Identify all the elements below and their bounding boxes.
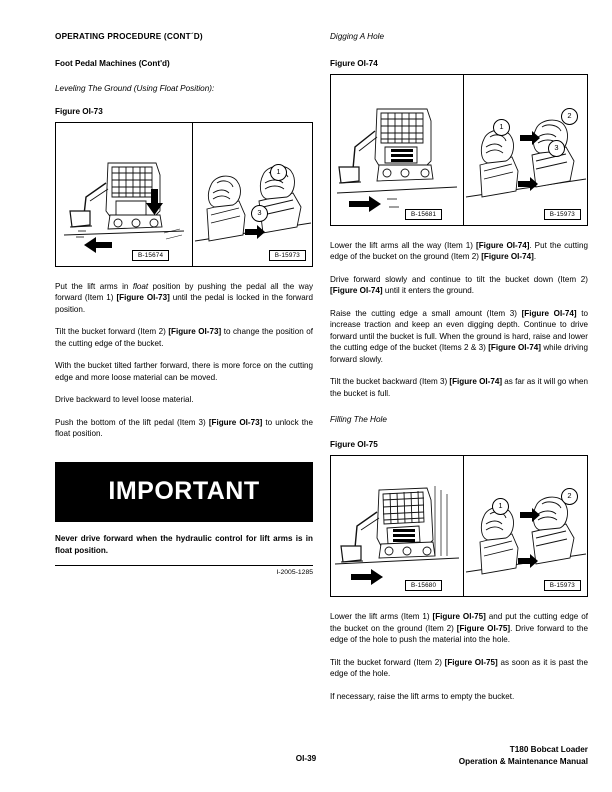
- left-paragraph-3: With the bucket tilted farther forward, there is more force on the cutting edge and more loose material can be moved.: [55, 361, 313, 382]
- figure-oi-74-callout-2: 2: [561, 108, 578, 125]
- left-paragraph-2: Tilt the bucket forward (Item 2) [Figure OI-73] to change the position of the cutting edge of the bucket.: [55, 327, 313, 348]
- figure-oi-73-callout-1: 1: [270, 164, 287, 181]
- footer-page-number: OI-39: [295, 754, 317, 763]
- right-paragraph-6: Tilt the bucket forward (Item 2) [Figure OI-75] as soon as it is past the edge of the hole.: [330, 657, 588, 679]
- figure-oi-75-callout-1: 1: [492, 498, 509, 515]
- right-paragraph-7: If necessary, raise the lift arms to empty the bucket.: [330, 691, 515, 701]
- left-paragraph-5: Push the bottom of the lift pedal (Item 3) [Figure OI-73] to unlock the float position.: [55, 417, 313, 439]
- figure-oi-75-tag-left: B-15680: [405, 580, 442, 592]
- figure-oi-73-tag-right: B-15973: [269, 250, 306, 262]
- loader-digging-illustration: [331, 75, 463, 225]
- right-paragraph-4: Tilt the bucket backward (Item 3) [Figure OI-74] as far as it will go when the bucket is full.: [330, 377, 588, 398]
- left-column: [55, 32, 313, 578]
- important-text: Never drive forward when the hydraulic control for lift arms is in float position.: [55, 533, 313, 555]
- footer-line-2: Operation & Maintenance Manual: [458, 756, 588, 766]
- section-subtitle: Foot Pedal Machines (Cont'd): [55, 59, 170, 68]
- left-paragraph-1: Put the lift arms in float position by pushing the pedal all the way forward (Item 1) [Figure OI-73] until the pedal is locked in the forward position.: [55, 282, 313, 314]
- pedal-hands-illustration: [464, 75, 588, 225]
- footer-manual-info: [459, 744, 588, 768]
- figure-oi-74: [330, 74, 588, 226]
- loader-filling-illustration: [331, 456, 463, 596]
- important-code: I-2005-1285: [276, 569, 313, 577]
- right-paragraph-1: Lower the lift arms all the way (Item 1) [Figure OI-74]. Put the cutting edge of the bucket on the ground (Item 2) [Figure OI-74].: [330, 241, 588, 262]
- right-paragraph-2: Drive forward slowly and continue to tilt the bucket down (Item 2) [Figure OI-74] until it enters the ground.: [330, 274, 588, 296]
- figure-oi-73-callout-3: 3: [251, 205, 268, 222]
- loader-illustration: [56, 123, 192, 266]
- figure-oi-75-callout-2: 2: [561, 488, 578, 505]
- important-divider: [55, 565, 313, 566]
- figure-oi-75: [330, 455, 588, 597]
- figure-oi-74-callout-1: 1: [493, 119, 510, 136]
- pedal-hands-illustration: [464, 456, 588, 596]
- pedal-hands-illustration: [193, 123, 313, 266]
- figure-oi-75-tag-right: B-15973: [544, 580, 581, 592]
- important-notice: [55, 462, 313, 576]
- figure-oi-73-label: Figure OI-73: [55, 107, 103, 116]
- right-paragraph-3: Raise the cutting edge a small amount (Item 3) [Figure OI-74] to increase traction and keep an even digging depth. Continue to drive forward until the bucket is full. When the ground is hard, raise and lower the cutting edge of the bucket (Items 2 & 3) [Figure OI-74] while driving forward slowly.: [330, 308, 589, 364]
- figure-oi-74-tag-right: B-15973: [544, 209, 581, 221]
- figure-oi-74-callout-3: 3: [548, 140, 565, 157]
- right-italic-heading-2: Filling The Hole: [330, 415, 387, 425]
- figure-oi-74-label: Figure OI-74: [330, 59, 378, 68]
- important-title: IMPORTANT: [55, 462, 313, 522]
- left-italic-heading: Leveling The Ground (Using Float Position):: [55, 84, 215, 93]
- figure-oi-75-label: Figure OI-75: [330, 440, 378, 450]
- figure-oi-73-tag-left: B-15674: [132, 250, 169, 262]
- page-header: OPERATING PROCEDURE (CONT´D): [55, 32, 203, 41]
- right-column: [330, 32, 588, 713]
- right-paragraph-5: Lower the lift arms (Item 1) [Figure OI-75] and put the cutting edge of the bucket on the ground (Item 2) [Figure OI-75]. Drive forward to the edge of the hole to push the material into the hole.: [330, 612, 588, 645]
- figure-oi-74-tag-left: B-15681: [405, 209, 442, 221]
- footer-line-1: T180 Bobcat Loader: [509, 745, 588, 754]
- figure-oi-73: [55, 122, 313, 267]
- right-italic-heading-1: Digging A Hole: [330, 32, 385, 41]
- left-paragraph-4: Drive backward to level loose material.: [55, 395, 194, 405]
